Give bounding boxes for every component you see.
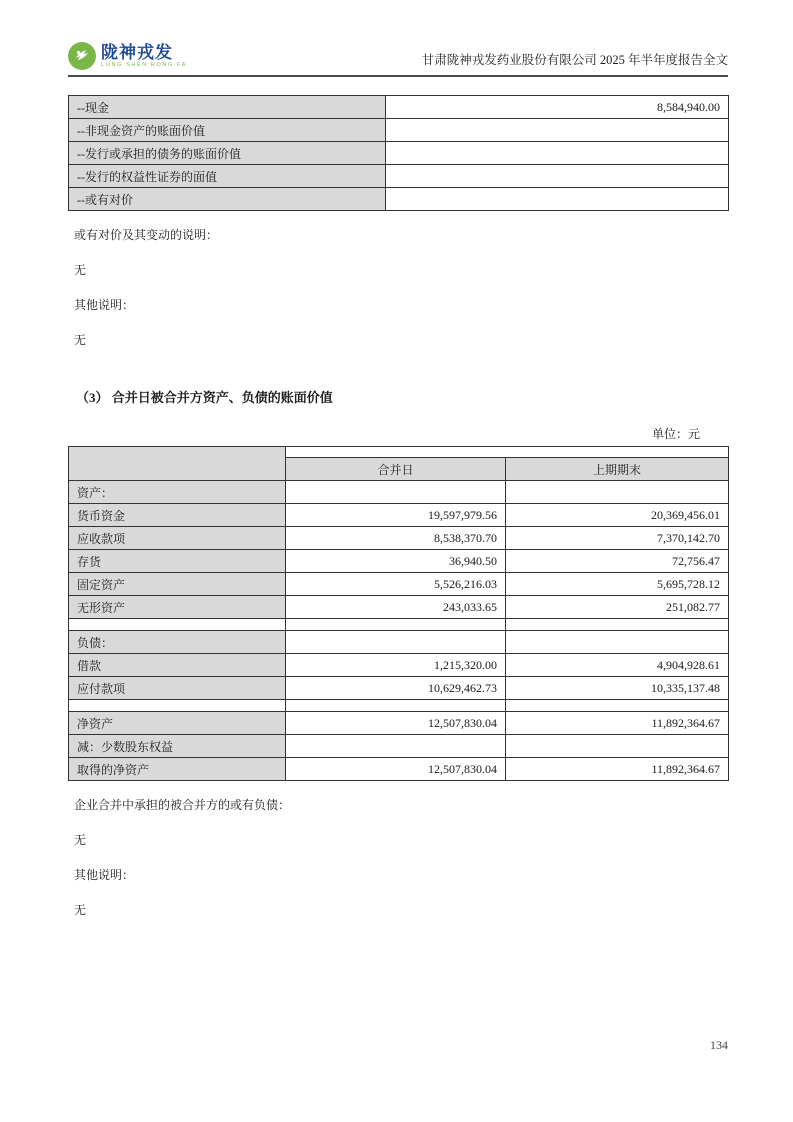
table-header-row-top [69,447,729,458]
row-label-cell: 减：少数股东权益 [69,735,286,758]
note-contingent-liabilities-value: 无 [74,833,87,847]
row-label-cell [69,700,286,712]
row-label-cell: 取得的净资产 [69,758,286,781]
note-other2-value: 无 [74,903,87,917]
table-row [69,619,729,631]
page-number: 134 [710,1038,728,1052]
table-row [69,165,729,188]
table-row [69,700,729,712]
table-row [69,96,729,119]
table-row [69,527,729,550]
row-value-cell [506,700,729,712]
row-label-cell: --非现金资产的账面价值 [69,119,386,142]
row-label-cell: 资产： [69,481,286,504]
note-contingent-consideration-value: 无 [74,263,87,277]
merger-table-body [69,481,729,781]
row-value-cell [386,165,729,188]
row-label-cell: 净资产 [69,712,286,735]
row-value-cell: 12,507,830.04 [286,758,506,781]
table-row [69,573,729,596]
company-logo [68,42,187,70]
note-contingent-consideration-label: 或有对价及其变动的说明： [74,228,219,242]
row-value-cell: 36,940.50 [286,550,506,573]
row-label-cell: 无形资产 [69,596,286,619]
row-value-cell: 4,904,928.61 [506,654,729,677]
row-value-cell: 20,369,456.01 [506,504,729,527]
row-value-cell: 11,892,364.67 [506,712,729,735]
report-title: 甘肃陇神戎发药业股份有限公司 2025 年半年度报告全文 [421,53,728,67]
table-row [69,654,729,677]
column-header-prior-period-end: 上期期末 [506,458,729,481]
row-label-cell: 负债： [69,631,286,654]
note-other-value: 无 [74,333,87,347]
row-value-cell: 251,082.77 [506,596,729,619]
row-value-cell: 72,756.47 [506,550,729,573]
row-label-cell: --发行或承担的债务的账面价值 [69,142,386,165]
row-value-cell: 10,335,137.48 [506,677,729,700]
row-value-cell [286,481,506,504]
row-label-cell [69,619,286,631]
corner-header-cell [69,447,286,481]
consideration-table [68,95,729,211]
table-row [69,735,729,758]
table-row [69,119,729,142]
row-value-cell [286,700,506,712]
consideration-table-body [69,96,729,211]
merger-book-value-table [68,446,729,781]
table-row [69,481,729,504]
table-row [69,550,729,573]
row-label-cell: --或有对价 [69,188,386,211]
row-value-cell [286,619,506,631]
table-row [69,631,729,654]
page-content [68,0,728,918]
row-value-cell [286,735,506,758]
logo-chinese-name: 陇神戎发 [101,42,173,62]
row-value-cell [386,188,729,211]
row-value-cell [386,119,729,142]
row-value-cell: 8,584,940.00 [386,96,729,119]
logo-icon [68,42,96,70]
table-row [69,758,729,781]
row-value-cell [506,619,729,631]
row-label-cell: 货币资金 [69,504,286,527]
row-value-cell: 243,033.65 [286,596,506,619]
table-row [69,596,729,619]
row-value-cell [506,481,729,504]
row-value-cell: 7,370,142.70 [506,527,729,550]
row-value-cell: 8,538,370.70 [286,527,506,550]
row-value-cell [386,142,729,165]
table-row [69,142,729,165]
empty-header-cell [286,447,729,458]
row-value-cell: 19,597,979.56 [286,504,506,527]
table-row [69,188,729,211]
row-value-cell: 1,215,320.00 [286,654,506,677]
row-value-cell [286,631,506,654]
section-heading: （3） 合并日被合并方资产、负债的账面价值 [76,390,333,405]
table-row [69,677,729,700]
note-contingent-liabilities-label: 企业合并中承担的被合并方的或有负债： [74,798,291,812]
row-value-cell [506,631,729,654]
unit-label: 单位：元 [651,427,700,441]
row-value-cell: 10,629,462.73 [286,677,506,700]
row-value-cell: 11,892,364.67 [506,758,729,781]
column-header-merger-date: 合并日 [286,458,506,481]
row-label-cell: --现金 [69,96,386,119]
row-label-cell: 存货 [69,550,286,573]
page-header [68,0,728,77]
note-other2-label: 其他说明： [74,868,135,882]
row-label-cell: 应收款项 [69,527,286,550]
row-value-cell: 12,507,830.04 [286,712,506,735]
note-other-label: 其他说明： [74,298,135,312]
row-value-cell: 5,526,216.03 [286,573,506,596]
row-value-cell: 5,695,728.12 [506,573,729,596]
table-row [69,504,729,527]
table-row [69,712,729,735]
row-label-cell: 借款 [69,654,286,677]
row-label-cell: --发行的权益性证券的面值 [69,165,386,188]
row-label-cell: 应付款项 [69,677,286,700]
logo-english-name: LONG SHEN RONG FA [101,61,187,68]
row-value-cell [506,735,729,758]
row-label-cell: 固定资产 [69,573,286,596]
